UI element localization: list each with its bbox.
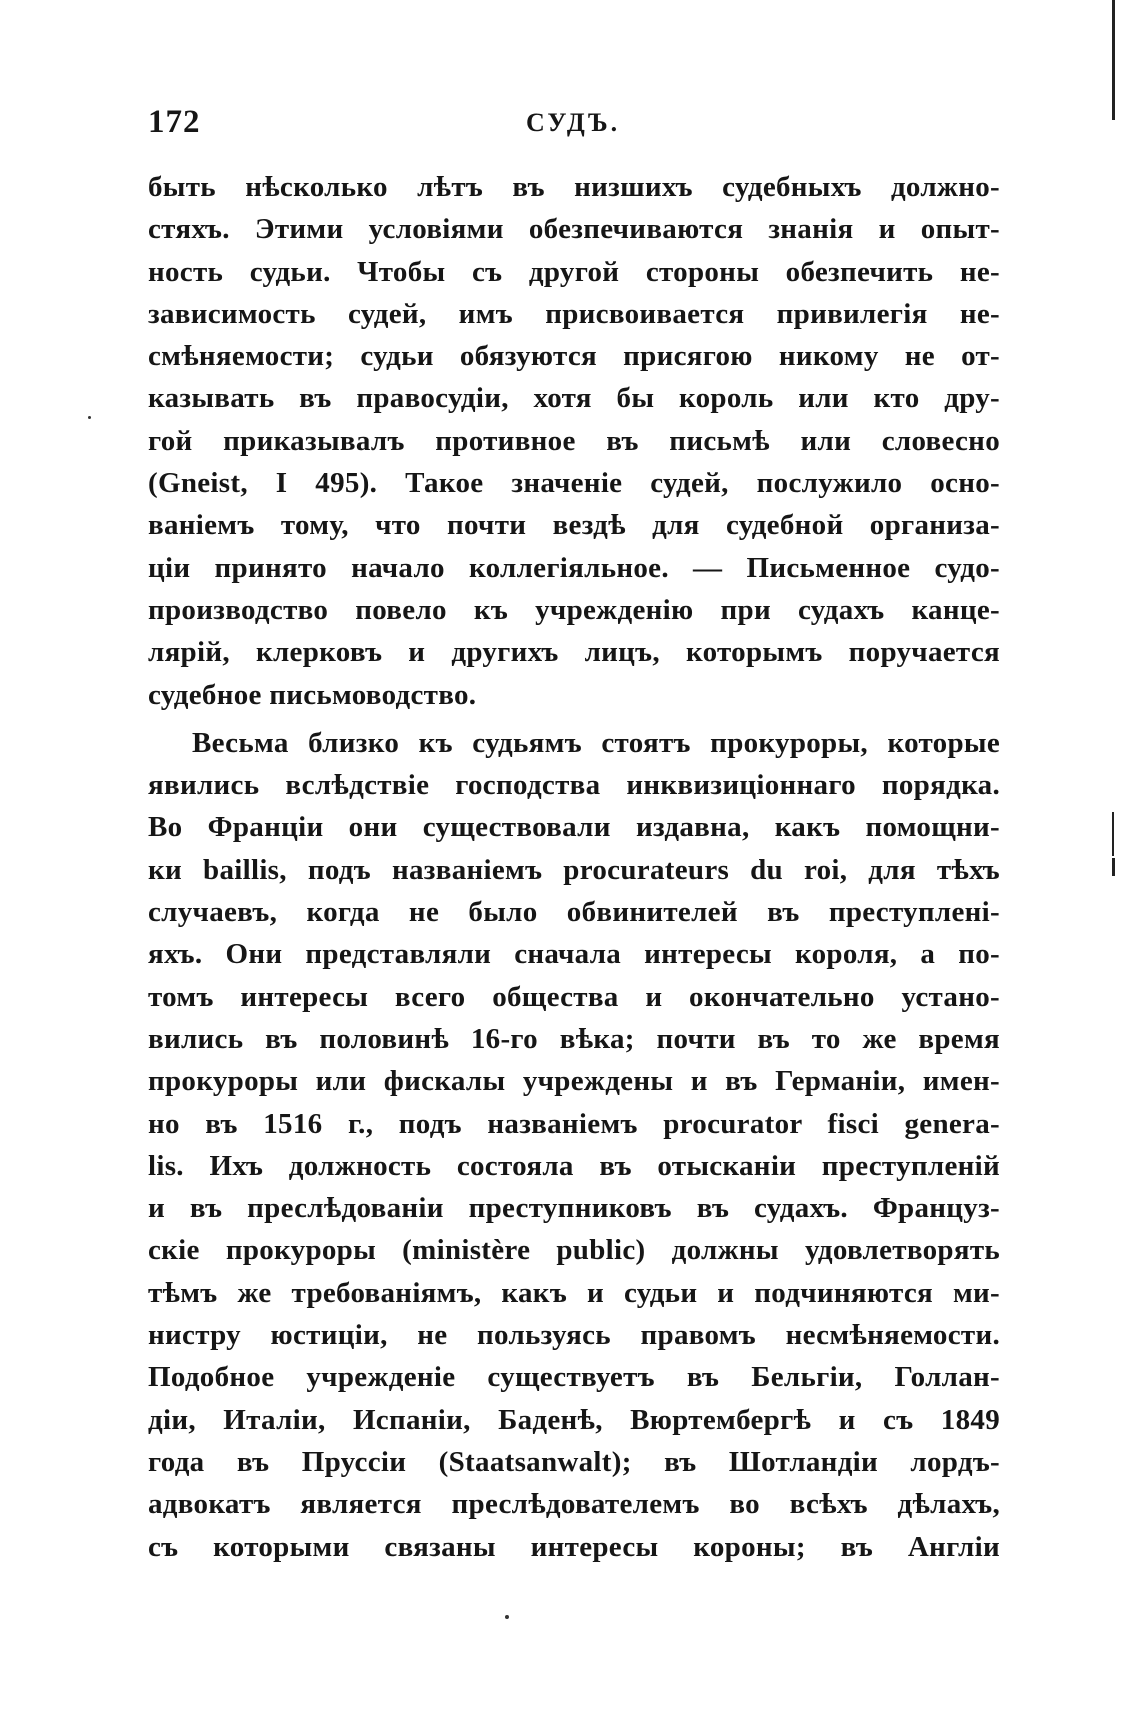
text-line: прокуроры или фискалы учреждены и въ Германіи, имен- — [148, 1065, 1000, 1098]
text-line: лярій, клерковъ и другихъ лицъ, которымъ поручается — [148, 636, 1000, 669]
text-line: гой приказывалъ противное въ письмѣ или словесно — [148, 424, 1000, 457]
text-line: діи, Италіи, Испаніи, Баденѣ, Вюртембергѣ и съ 1849 — [148, 1403, 1000, 1436]
text-line: зависимость судей, имъ присвоивается привилегія не- — [148, 297, 1000, 330]
text-line: быть нѣсколько лѣтъ въ низшихъ судебныхъ должно- — [148, 171, 1000, 203]
ink-speck — [505, 1615, 509, 1619]
text-line: ваніемъ тому, что почти вездѣ для судебной организа- — [148, 509, 1000, 542]
text-line: (Gneist, I 495). Такое значеніе судей, послужило осно- — [148, 467, 1000, 500]
text-line: Подобное учрежденіе существуетъ въ Бельгіи, Голлан- — [148, 1361, 1000, 1394]
page-edge-rule — [1112, 858, 1115, 876]
text-line: судебное письмоводство. — [148, 678, 477, 711]
body-text — [148, 166, 1000, 1568]
text-line: случаевъ, когда не было обвинителей въ преступлені- — [148, 896, 1000, 929]
text-line: явились вслѣдствіе господства инквизиціоннаго порядка. — [148, 769, 1000, 802]
text-line: адвокатъ является преслѣдователемъ во всѣхъ дѣлахъ, — [148, 1488, 1000, 1521]
text-line: тѣмъ же требованіямъ, какъ и судьи и подчиняются ми- — [148, 1276, 1000, 1309]
text-line: производство повело къ учрежденію при судахъ канце- — [148, 593, 1000, 626]
page-number: 172 — [148, 104, 201, 140]
text-line: стяхъ. Этими условіями обезпечиваются знанія и опыт- — [148, 213, 1000, 246]
text-line: томъ интересы всего общества и окончательно устано- — [148, 980, 1000, 1013]
text-line: ціи принято начало коллегіяльное. — Письменное судо- — [148, 551, 1000, 584]
text-line: нистру юстиціи, не пользуясь правомъ несмѣняемости. — [148, 1319, 1000, 1352]
text-line: Во Франціи они существовали издавна, какъ помощни- — [148, 811, 1000, 844]
text-line: вились въ половинѣ 16-го вѣка; почти въ то же время — [148, 1022, 1000, 1055]
text-line: и въ преслѣдованіи преступниковъ въ судахъ. Француз- — [148, 1192, 1000, 1225]
ink-speck — [88, 416, 91, 419]
running-head: СУДЪ. — [526, 108, 621, 137]
text-line: ность судьи. Чтобы съ другой стороны обезпечить не- — [148, 255, 1000, 288]
text-line: года въ Пруссіи (Staatsanwalt); въ Шотландіи лордъ- — [148, 1445, 1000, 1478]
text-line: казывать въ правосудіи, хотя бы король или кто дру- — [148, 382, 1000, 415]
text-line: но въ 1516 г., подъ названіемъ procurator fisci genera- — [148, 1107, 1000, 1140]
text-line: смѣняемости; судьи обязуются присягою никому не от- — [148, 340, 1000, 373]
text-line: ки baillis, подъ названіемъ procurateurs du roi, для тѣхъ — [148, 853, 1000, 886]
page-edge-rule — [1112, 0, 1115, 120]
text-line: яхъ. Они представляли сначала интересы короля, а по- — [148, 938, 1000, 971]
text-line: Весьма близко къ судьямъ стоятъ прокуроры, которые — [192, 726, 1000, 759]
text-line: скіе прокуроры (ministère public) должны удовлетворять — [148, 1234, 1000, 1267]
page-header — [148, 104, 1000, 154]
text-line: съ которыми связаны интересы короны; въ Англіи — [148, 1530, 1000, 1563]
page-edge-rule — [1112, 812, 1114, 856]
text-line: lis. Ихъ должность состояла въ отысканіи преступленій — [148, 1149, 1000, 1182]
